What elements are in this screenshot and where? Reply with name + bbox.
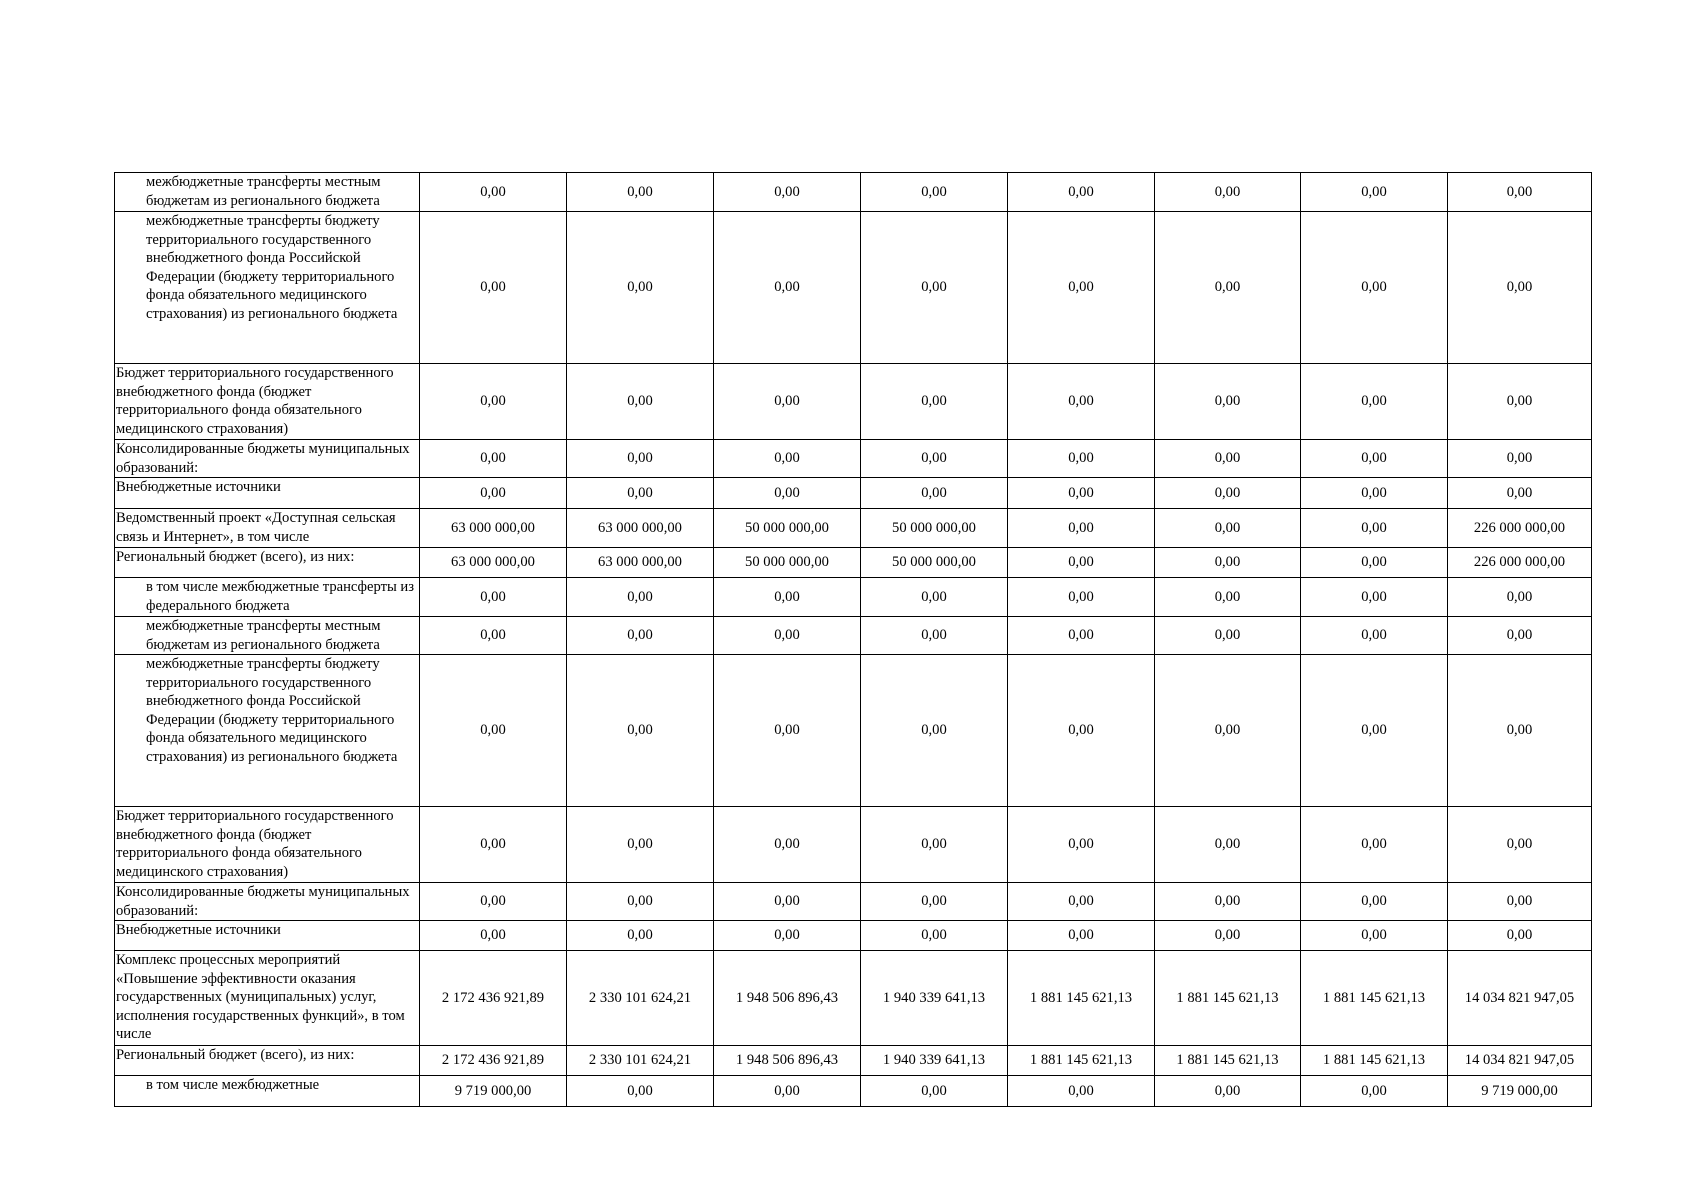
value-cell: 0,00 [1155, 478, 1301, 509]
row-label: межбюджетные трансферты местным бюджетам из регионального бюджета [115, 617, 420, 655]
table-row [115, 212, 1592, 364]
value-cell: 0,00 [714, 440, 861, 478]
value-cell: 0,00 [861, 1076, 1008, 1107]
table-row [115, 509, 1592, 548]
value-cell: 0,00 [861, 617, 1008, 655]
value-cell: 0,00 [1008, 921, 1155, 951]
table-row [115, 807, 1592, 883]
value-cell: 1 881 145 621,13 [1301, 951, 1448, 1046]
value-cell: 0,00 [1301, 212, 1448, 364]
value-cell: 0,00 [1155, 655, 1301, 807]
value-cell: 0,00 [1155, 212, 1301, 364]
value-cell: 0,00 [1008, 578, 1155, 617]
value-cell: 0,00 [1008, 807, 1155, 883]
value-cell: 0,00 [567, 617, 714, 655]
value-cell: 0,00 [420, 478, 567, 509]
value-cell: 0,00 [567, 212, 714, 364]
table-row [115, 440, 1592, 478]
value-cell: 0,00 [861, 440, 1008, 478]
value-cell: 50 000 000,00 [714, 548, 861, 578]
value-cell: 0,00 [567, 1076, 714, 1107]
value-cell: 0,00 [1155, 440, 1301, 478]
value-cell: 0,00 [1301, 478, 1448, 509]
value-cell: 2 172 436 921,89 [420, 1046, 567, 1076]
value-cell: 0,00 [714, 617, 861, 655]
value-cell: 0,00 [1301, 1076, 1448, 1107]
table-row [115, 1046, 1592, 1076]
table-row [115, 617, 1592, 655]
value-cell: 0,00 [1155, 548, 1301, 578]
value-cell: 0,00 [420, 364, 567, 440]
value-cell: 0,00 [567, 173, 714, 212]
value-cell: 1 881 145 621,13 [1008, 1046, 1155, 1076]
row-label: межбюджетные трансферты бюджету территориального государственного внебюджетного фонда Российской Федерации (бюджету территориального фонда обязательного медицинского страхования) из регионального бюджета [115, 212, 420, 364]
value-cell: 0,00 [1008, 883, 1155, 921]
value-cell: 0,00 [1008, 509, 1155, 548]
value-cell: 0,00 [1301, 509, 1448, 548]
value-cell: 0,00 [567, 364, 714, 440]
value-cell: 0,00 [861, 364, 1008, 440]
row-label: Ведомственный проект «Доступная сельская связь и Интернет», в том числе [115, 509, 420, 548]
table-row [115, 655, 1592, 807]
value-cell: 0,00 [1448, 173, 1592, 212]
value-cell: 0,00 [1008, 212, 1155, 364]
value-cell: 1 940 339 641,13 [861, 951, 1008, 1046]
value-cell: 0,00 [861, 921, 1008, 951]
value-cell: 0,00 [714, 578, 861, 617]
value-cell: 0,00 [1301, 617, 1448, 655]
value-cell: 1 948 506 896,43 [714, 1046, 861, 1076]
value-cell: 0,00 [1155, 578, 1301, 617]
value-cell: 0,00 [567, 655, 714, 807]
value-cell: 0,00 [1448, 655, 1592, 807]
value-cell: 0,00 [1155, 364, 1301, 440]
table-body [115, 173, 1592, 1107]
value-cell: 0,00 [1448, 212, 1592, 364]
value-cell: 1 881 145 621,13 [1155, 951, 1301, 1046]
value-cell: 0,00 [861, 212, 1008, 364]
value-cell: 0,00 [1448, 921, 1592, 951]
value-cell: 0,00 [714, 807, 861, 883]
value-cell: 0,00 [1155, 807, 1301, 883]
table-row [115, 173, 1592, 212]
table-row [115, 883, 1592, 921]
value-cell: 0,00 [714, 478, 861, 509]
value-cell: 0,00 [1301, 548, 1448, 578]
value-cell: 2 330 101 624,21 [567, 951, 714, 1046]
value-cell: 0,00 [1155, 883, 1301, 921]
row-label: Комплекс процессных мероприятий «Повышение эффективности оказания государственных (муниципальных) услуг, исполнения государственных функций», в том числе [115, 951, 420, 1046]
value-cell: 2 172 436 921,89 [420, 951, 567, 1046]
value-cell: 0,00 [420, 173, 567, 212]
row-label: Региональный бюджет (всего), из них: [115, 1046, 420, 1076]
value-cell: 0,00 [1155, 617, 1301, 655]
value-cell: 0,00 [1155, 173, 1301, 212]
value-cell: 0,00 [861, 578, 1008, 617]
value-cell: 0,00 [1008, 548, 1155, 578]
value-cell: 0,00 [1008, 478, 1155, 509]
value-cell: 0,00 [567, 440, 714, 478]
table-row [115, 548, 1592, 578]
value-cell: 1 948 506 896,43 [714, 951, 861, 1046]
value-cell: 0,00 [420, 807, 567, 883]
value-cell: 0,00 [714, 1076, 861, 1107]
row-label: в том числе межбюджетные трансферты из федерального бюджета [115, 578, 420, 617]
value-cell: 63 000 000,00 [420, 509, 567, 548]
value-cell: 1 881 145 621,13 [1155, 1046, 1301, 1076]
table-row [115, 951, 1592, 1046]
value-cell: 0,00 [714, 655, 861, 807]
value-cell: 0,00 [420, 578, 567, 617]
row-label: Консолидированные бюджеты муниципальных образований: [115, 883, 420, 921]
value-cell: 0,00 [567, 478, 714, 509]
value-cell: 0,00 [1155, 1076, 1301, 1107]
value-cell: 0,00 [567, 883, 714, 921]
value-cell: 0,00 [1448, 578, 1592, 617]
value-cell: 0,00 [1008, 440, 1155, 478]
value-cell: 2 330 101 624,21 [567, 1046, 714, 1076]
value-cell: 0,00 [567, 921, 714, 951]
value-cell: 1 881 145 621,13 [1008, 951, 1155, 1046]
value-cell: 0,00 [1008, 364, 1155, 440]
value-cell: 0,00 [1448, 617, 1592, 655]
value-cell: 0,00 [1301, 364, 1448, 440]
value-cell: 0,00 [1301, 578, 1448, 617]
value-cell: 14 034 821 947,05 [1448, 951, 1592, 1046]
row-label: межбюджетные трансферты местным бюджетам из регионального бюджета [115, 173, 420, 212]
value-cell: 0,00 [1155, 921, 1301, 951]
value-cell: 1 940 339 641,13 [861, 1046, 1008, 1076]
value-cell: 0,00 [1301, 807, 1448, 883]
value-cell: 0,00 [861, 173, 1008, 212]
row-label: Региональный бюджет (всего), из них: [115, 548, 420, 578]
value-cell: 0,00 [1301, 655, 1448, 807]
value-cell: 226 000 000,00 [1448, 548, 1592, 578]
value-cell: 0,00 [861, 883, 1008, 921]
value-cell: 226 000 000,00 [1448, 509, 1592, 548]
row-label: Внебюджетные источники [115, 921, 420, 951]
value-cell: 63 000 000,00 [567, 548, 714, 578]
value-cell: 9 719 000,00 [1448, 1076, 1592, 1107]
value-cell: 0,00 [1301, 883, 1448, 921]
value-cell: 63 000 000,00 [420, 548, 567, 578]
value-cell: 0,00 [714, 883, 861, 921]
value-cell: 0,00 [1008, 617, 1155, 655]
table-row [115, 478, 1592, 509]
value-cell: 0,00 [420, 655, 567, 807]
value-cell: 0,00 [1301, 173, 1448, 212]
table-row [115, 1076, 1592, 1107]
value-cell: 0,00 [1008, 655, 1155, 807]
table-row [115, 364, 1592, 440]
value-cell: 50 000 000,00 [861, 548, 1008, 578]
row-label: Бюджет территориального государственного внебюджетного фонда (бюджет территориального фонда обязательного медицинского страхования) [115, 364, 420, 440]
value-cell: 0,00 [1448, 364, 1592, 440]
row-label: Бюджет территориального государственного внебюджетного фонда (бюджет территориального фонда обязательного медицинского страхования) [115, 807, 420, 883]
value-cell: 1 881 145 621,13 [1301, 1046, 1448, 1076]
value-cell: 0,00 [1448, 440, 1592, 478]
table-row [115, 921, 1592, 951]
value-cell: 0,00 [861, 478, 1008, 509]
value-cell: 0,00 [420, 883, 567, 921]
value-cell: 63 000 000,00 [567, 509, 714, 548]
value-cell: 9 719 000,00 [420, 1076, 567, 1107]
value-cell: 50 000 000,00 [714, 509, 861, 548]
value-cell: 0,00 [1448, 478, 1592, 509]
value-cell: 0,00 [1448, 807, 1592, 883]
value-cell: 0,00 [567, 807, 714, 883]
value-cell: 0,00 [1008, 173, 1155, 212]
row-label: в том числе межбюджетные [115, 1076, 420, 1107]
value-cell: 0,00 [1155, 509, 1301, 548]
row-label: Внебюджетные источники [115, 478, 420, 509]
value-cell: 0,00 [1008, 1076, 1155, 1107]
value-cell: 0,00 [861, 655, 1008, 807]
table-row [115, 578, 1592, 617]
budget-table [114, 172, 1592, 1107]
value-cell: 0,00 [714, 212, 861, 364]
value-cell: 0,00 [420, 440, 567, 478]
value-cell: 0,00 [420, 212, 567, 364]
value-cell: 0,00 [1301, 921, 1448, 951]
value-cell: 14 034 821 947,05 [1448, 1046, 1592, 1076]
value-cell: 0,00 [714, 173, 861, 212]
row-label: Консолидированные бюджеты муниципальных образований: [115, 440, 420, 478]
value-cell: 0,00 [714, 921, 861, 951]
value-cell: 0,00 [420, 617, 567, 655]
value-cell: 50 000 000,00 [861, 509, 1008, 548]
value-cell: 0,00 [567, 578, 714, 617]
value-cell: 0,00 [1448, 883, 1592, 921]
value-cell: 0,00 [420, 921, 567, 951]
row-label: межбюджетные трансферты бюджету территориального государственного внебюджетного фонда Российской Федерации (бюджету территориального фонда обязательного медицинского страхования) из регионального бюджета [115, 655, 420, 807]
value-cell: 0,00 [714, 364, 861, 440]
value-cell: 0,00 [1301, 440, 1448, 478]
value-cell: 0,00 [861, 807, 1008, 883]
